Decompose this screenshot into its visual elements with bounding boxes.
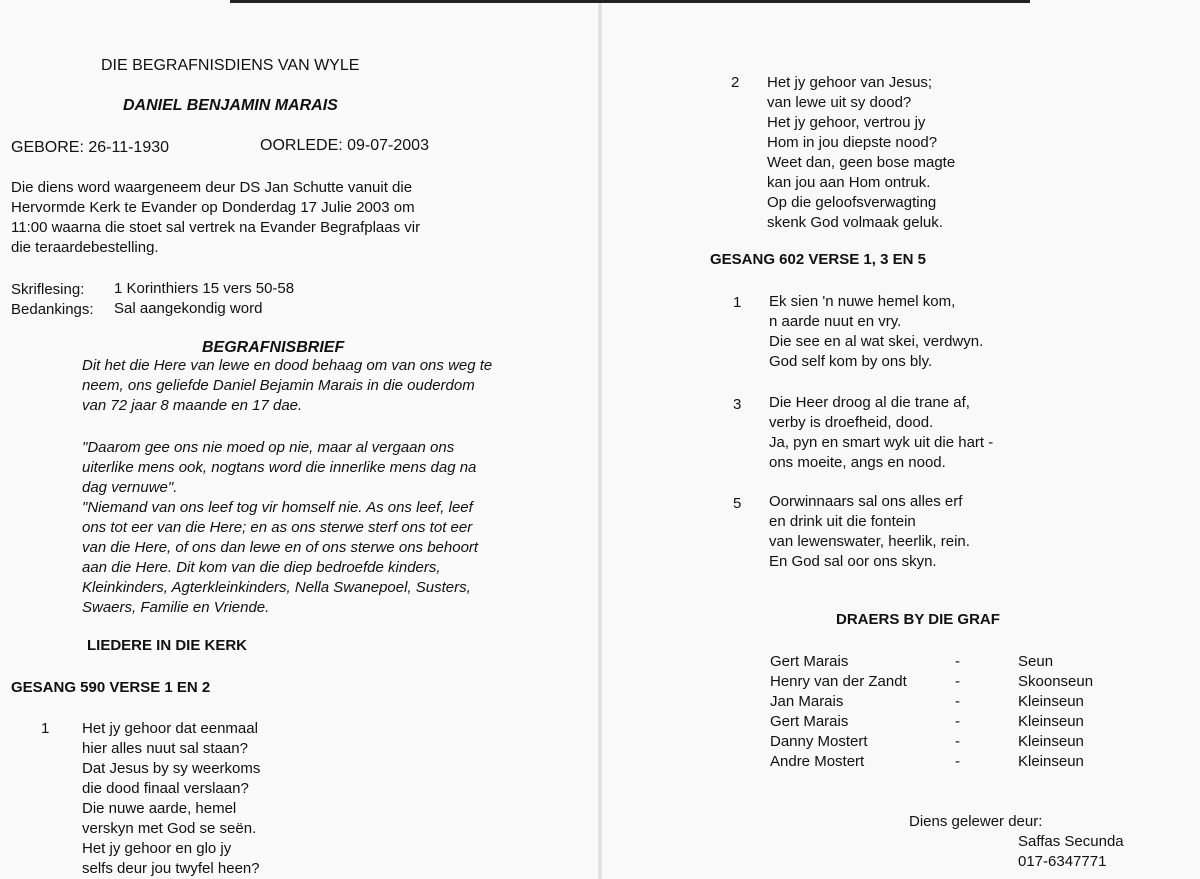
- verse-line: Ek sien 'n nuwe hemel kom,: [769, 293, 956, 310]
- verse-line: Dat Jesus by sy weerkoms: [82, 760, 261, 777]
- verse-number: 3: [733, 396, 742, 413]
- bearers-heading: DRAERS BY DIE GRAF: [836, 611, 1000, 628]
- bearer-dash: -: [955, 693, 960, 710]
- bearer-relation: Seun: [1018, 653, 1054, 670]
- verse-number: 1: [733, 294, 742, 311]
- death-date: OORLEDE: 09-07-2003: [260, 137, 429, 154]
- bearer-name: Danny Mostert: [770, 733, 868, 750]
- verse-line: skenk God volmaak geluk.: [767, 214, 943, 231]
- verse-line: ons moeite, angs en nood.: [769, 454, 946, 471]
- letter-paragraph-2: [82, 438, 478, 618]
- verse-line: Het jy gehoor, vertrou jy: [767, 114, 926, 131]
- bearer-name: Gert Marais: [770, 653, 849, 670]
- bearer-relation: Kleinseun: [1018, 713, 1084, 730]
- verse-number: 1: [41, 720, 50, 737]
- hymn-590-verse-1: [82, 719, 260, 879]
- letter-line: aan die Here. Dit kom van die diep bedroefde kinders,: [82, 559, 441, 576]
- hymn-590-title: GESANG 590 VERSE 1 EN 2: [11, 679, 211, 696]
- verse-line: die dood finaal verslaan?: [82, 780, 249, 797]
- letter-line: Dit het die Here van lewe en dood behaag om van ons weg te: [82, 357, 493, 374]
- verse-line: kan jou aan Hom ontruk.: [767, 174, 931, 191]
- bearer-relation: Kleinseun: [1018, 753, 1084, 770]
- thanks-label: Bedankings:: [11, 301, 94, 318]
- bearer-row: [770, 652, 1110, 672]
- hymn-602-verse-3: [769, 393, 993, 473]
- bearer-name: Jan Marais: [770, 693, 844, 710]
- service-provider-label: Diens gelewer deur:: [909, 813, 1043, 830]
- bearer-row: [770, 732, 1110, 752]
- bearer-row: [770, 712, 1110, 732]
- hymn-602-verse-5: [769, 492, 970, 572]
- letter-line: neem, ons geliefde Daniel Bejamin Marais in die ouderdom: [82, 377, 475, 394]
- service-line: Hervormde Kerk te Evander op Donderdag 17 Julie 2003 om: [11, 199, 415, 216]
- thanks-value: Sal aangekondig word: [114, 300, 263, 317]
- verse-line: selfs deur jou twyfel heen?: [82, 860, 260, 877]
- verse-line: En God sal oor ons skyn.: [769, 553, 937, 570]
- letter-paragraph-1: [82, 356, 492, 416]
- letter-line: Kleinkinders, Agterkleinkinders, Nella Swanepoel, Susters,: [82, 579, 471, 596]
- page-fold: [598, 0, 602, 879]
- hymn-602-verse-1: [769, 292, 983, 372]
- verse-line: Weet dan, geen bose magte: [767, 154, 956, 171]
- verse-line: Ja, pyn en smart wyk uit die hart -: [769, 434, 994, 451]
- letter-line: ons tot eer van die Here; en as ons sterwe sterf ons tot eer: [82, 519, 473, 536]
- verse-line: Het jy gehoor dat eenmaal: [82, 720, 258, 737]
- verse-line: Het jy gehoor van Jesus;: [767, 74, 933, 91]
- verse-line: Die Heer droog al die trane af,: [769, 394, 970, 411]
- bearer-relation: Skoonseun: [1018, 673, 1094, 690]
- letter-title: BEGRAFNISBRIEF: [202, 339, 345, 356]
- service-provider-phone: 017-6347771: [1018, 853, 1107, 870]
- verse-line: n aarde nuut en vry.: [769, 313, 902, 330]
- letter-line: "Daarom gee ons nie moed op nie, maar al vergaan ons: [82, 439, 455, 456]
- verse-line: van lewe uit sy dood?: [767, 94, 912, 111]
- songs-heading: LIEDERE IN DIE KERK: [87, 637, 248, 654]
- reading-label: Skriflesing:: [11, 281, 85, 298]
- letter-line: dag vernuwe".: [82, 479, 178, 496]
- service-line: Die diens word waargeneem deur DS Jan Schutte vanuit die: [11, 179, 413, 196]
- verse-line: Het jy gehoor en glo jy: [82, 840, 232, 857]
- service-line: die teraardebestelling.: [11, 239, 159, 256]
- bearer-relation: Kleinseun: [1018, 733, 1084, 750]
- service-line: 11:00 waarna die stoet sal vertrek na Evander Begrafplaas vir: [11, 219, 421, 236]
- verse-number: 2: [731, 74, 740, 91]
- hymn-602-title: GESANG 602 VERSE 1, 3 EN 5: [710, 251, 926, 268]
- service-details: [11, 178, 420, 258]
- bearer-row: [770, 672, 1110, 692]
- verse-line: Oorwinnaars sal ons alles erf: [769, 493, 963, 510]
- letter-line: Swaers, Familie en Vriende.: [82, 599, 270, 616]
- letter-line: van die Here, of ons dan lewe en of ons sterwe ons behoort: [82, 539, 479, 556]
- letter-line: van 72 jaar 8 maande en 17 dae.: [82, 397, 303, 414]
- service-provider-name: Saffas Secunda: [1018, 833, 1124, 850]
- bearer-dash: -: [955, 713, 960, 730]
- verse-line: verby is droefheid, dood.: [769, 414, 934, 431]
- verse-line: Op die geloofsverwagting: [767, 194, 937, 211]
- reading-value: 1 Korinthiers 15 vers 50-58: [114, 280, 295, 297]
- bearer-name: Andre Mostert: [770, 753, 865, 770]
- bearer-name: Henry van der Zandt: [770, 673, 907, 690]
- deceased-name: DANIEL BENJAMIN MARAIS: [123, 97, 338, 114]
- top-edge-line: [230, 0, 1030, 3]
- verse-line: en drink uit die fontein: [769, 513, 916, 530]
- verse-line: Die nuwe aarde, hemel: [82, 800, 237, 817]
- verse-line: Hom in jou diepste nood?: [767, 134, 938, 151]
- bearer-dash: -: [955, 753, 960, 770]
- verse-line: Die see en al wat skei, verdwyn.: [769, 333, 984, 350]
- bearers-list: [770, 652, 1110, 772]
- verse-line: verskyn met God se seën.: [82, 820, 257, 837]
- bearer-dash: -: [955, 673, 960, 690]
- verse-line: God self kom by ons bly.: [769, 353, 933, 370]
- bearer-relation: Kleinseun: [1018, 693, 1084, 710]
- verse-line: van lewenswater, heerlik, rein.: [769, 533, 970, 550]
- bearer-row: [770, 752, 1110, 772]
- bearer-row: [770, 692, 1110, 712]
- hymn-590-verse-2: [767, 73, 955, 233]
- verse-line: hier alles nuut sal staan?: [82, 740, 248, 757]
- bearer-name: Gert Marais: [770, 713, 849, 730]
- service-heading: DIE BEGRAFNISDIENS VAN WYLE: [101, 57, 360, 74]
- bearer-dash: -: [955, 733, 960, 750]
- letter-line: "Niemand van ons leef tog vir homself nie. As ons leef, leef: [82, 499, 473, 516]
- letter-line: uiterlike mens ook, nogtans word die innerlike mens dag na: [82, 459, 477, 476]
- bearer-dash: -: [955, 653, 960, 670]
- birth-date: GEBORE: 26-11-1930: [11, 139, 170, 156]
- verse-number: 5: [733, 495, 742, 512]
